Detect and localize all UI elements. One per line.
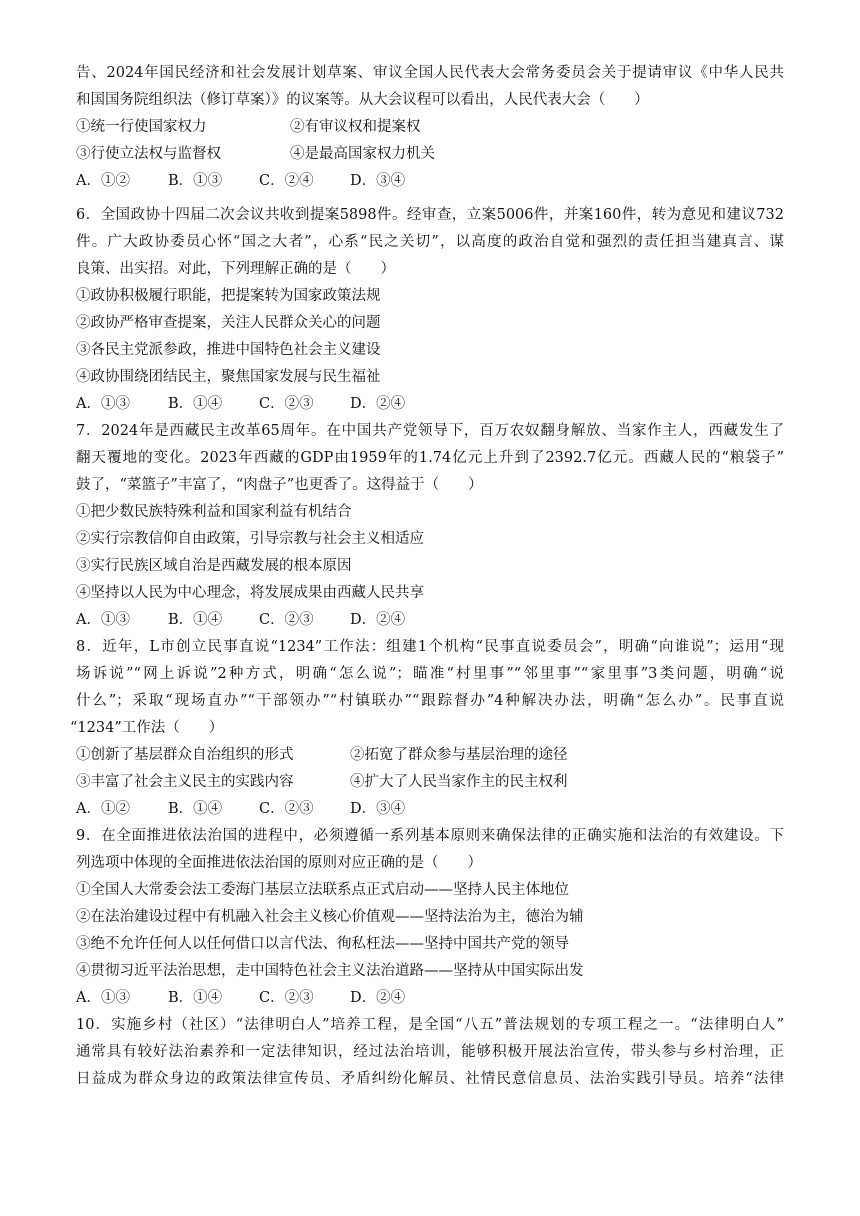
- q5-statement-1: ①统一行使国家权力: [76, 119, 207, 135]
- q10-stem-line-1: 10．实施乡村（社区）“法律明白人”培养工程，是全国“八五”普法规划的专项工程之一。“法律明白人”: [76, 1017, 784, 1033]
- q9-stem-line-1: 9．在全面推进依法治国的进程中，必须遵循一系列基本原则来确保法律的正确实施和法治的有效建设。下: [76, 828, 784, 844]
- q8-option-c: C．②③: [259, 801, 314, 817]
- q7-option-b: B．①④: [168, 612, 223, 628]
- q5-statement-4: ④是最高国家权力机关: [290, 146, 435, 162]
- q5-statement-3: ③行使立法权与监督权: [76, 146, 221, 162]
- q7-stem-line-1: 7．2024年是西藏民主改革65周年。在中国共产党领导下，百万农奴翻身解放、当家作主人，西藏发生了: [76, 423, 784, 439]
- q7-statement-2: ②实行宗教信仰自由政策，引导宗教与社会主义相适应: [76, 531, 424, 547]
- q7-statement-3: ③实行民族区域自治是西藏发展的根本原因: [76, 558, 352, 574]
- q5-option-d: D．③④: [350, 173, 406, 189]
- q9-option-c: C．②③: [259, 990, 314, 1006]
- q9-option-a: A．①③: [76, 990, 130, 1006]
- q9-option-b: B．①④: [168, 990, 223, 1006]
- q10-stem-line-2: 通常具有较好法治素养和一定法律知识，经过法治培训，能够积极开展法治宣传，带头参与乡村治理，正: [76, 1044, 784, 1060]
- q8-stem-line-4: “1234”工作法（ ）: [70, 720, 224, 736]
- q6-option-d: D．②④: [350, 396, 406, 412]
- q5-stem-line-1: 告、2024年国民经济和社会发展计划草案、审议全国人民代表大会常务委员会关于提请审议《中华人民共: [76, 65, 784, 81]
- q9-statement-4: ④贯彻习近平法治思想，走中国特色社会主义法治道路——坚持从中国实际出发: [76, 963, 584, 979]
- q5-option-b: B．①③: [168, 173, 223, 189]
- q5-option-c: C．②④: [259, 173, 314, 189]
- q6-stem-line-3: 良策、出实招。对此，下列理解正确的是（ ）: [76, 261, 395, 277]
- q9-stem-line-2: 列选项中体现的全面推进依法治国的原则对应正确的是（ ）: [76, 855, 482, 871]
- q6-statement-1: ①政协积极履行职能，把提案转为国家政策法规: [76, 288, 381, 304]
- q8-option-b: B．①④: [168, 801, 223, 817]
- q6-option-b: B．①④: [168, 396, 223, 412]
- q8-option-d: D．③④: [350, 801, 406, 817]
- q7-option-c: C．②③: [259, 612, 314, 628]
- q5-stem-line-2: 和国国务院组织法（修订草案）》的议案等。从大会议程可以看出，人民代表大会（ ）: [76, 92, 649, 108]
- q6-stem-line-1: 6．全国政协十四届二次会议共收到提案5898件。经审查，立案5006件，并案160件，转为意见和建议732: [76, 207, 784, 223]
- q6-statement-3: ③各民主党派参政，推进中国特色社会主义建设: [76, 342, 381, 358]
- q10-stem-line-3: 日益成为群众身边的政策法律宣传员、矛盾纠纷化解员、社情民意信息员、法治实践引导员。培养“法律: [76, 1071, 784, 1087]
- q8-stem-line-3: 什么”；采取“现场直办”“干部领办”“村镇联办”“跟踪督办”4种解决办法，明确“怎么办”。民事直说: [76, 693, 784, 709]
- q5-option-a: A．①②: [76, 173, 130, 189]
- q5-statement-2: ②有审议权和提案权: [290, 119, 421, 135]
- q7-statement-1: ①把少数民族特殊利益和国家利益有机结合: [76, 504, 352, 520]
- q9-option-d: D．②④: [350, 990, 406, 1006]
- q8-statement-3: ③丰富了社会主义民主的实践内容: [76, 774, 294, 790]
- q8-option-a: A．①②: [76, 801, 130, 817]
- q8-stem-line-1: 8．近年，L市创立民事直说“1234”工作法：组建1个机构“民事直说委员会”，明确“向谁说”；运用“现: [76, 639, 784, 655]
- q6-option-c: C．②③: [259, 396, 314, 412]
- q8-statement-2: ②拓宽了群众参与基层治理的途径: [350, 747, 568, 763]
- q8-statement-4: ④扩大了人民当家作主的民主权利: [350, 774, 568, 790]
- q9-statement-2: ②在法治建设过程中有机融入社会主义核心价值观——坚持法治为主，德治为辅: [76, 909, 584, 925]
- q7-stem-line-2: 翻天覆地的变化。2023年西藏的GDP由1959年的1.74亿元上升到了2392.7亿元。西藏人民的“粮袋子”: [76, 450, 784, 466]
- q8-stem-line-2: 场诉说”“网上诉说”2种方式，明确“怎么说”；瞄准“村里事”“邻里事”“家里事”3类问题，明确“说: [76, 666, 784, 682]
- q7-stem-line-3: 鼓了，“菜篮子”丰富了，“肉盘子”也更香了。这得益于（ ）: [76, 477, 483, 493]
- q6-stem-line-2: 件。广大政协委员心怀“国之大者”，心系“民之关切”，以高度的政治自觉和强烈的责任担当建真言、谋: [76, 234, 784, 250]
- q7-option-a: A．①③: [76, 612, 130, 628]
- q9-statement-1: ①全国人大常委会法工委海门基层立法联系点正式启动——坚持人民主体地位: [76, 882, 569, 898]
- q8-statement-1: ①创新了基层群众自治组织的形式: [76, 747, 294, 763]
- q6-statement-4: ④政协围绕团结民主，聚焦国家发展与民生福祉: [76, 369, 381, 385]
- q6-option-a: A．①③: [76, 396, 130, 412]
- q6-statement-2: ②政协严格审查提案，关注人民群众关心的问题: [76, 315, 381, 331]
- q7-option-d: D．②④: [350, 612, 406, 628]
- q9-statement-3: ③绝不允许任何人以任何借口以言代法、徇私枉法——坚持中国共产党的领导: [76, 936, 569, 952]
- q7-statement-4: ④坚持以人民为中心理念，将发展成果由西藏人民共享: [76, 585, 424, 601]
